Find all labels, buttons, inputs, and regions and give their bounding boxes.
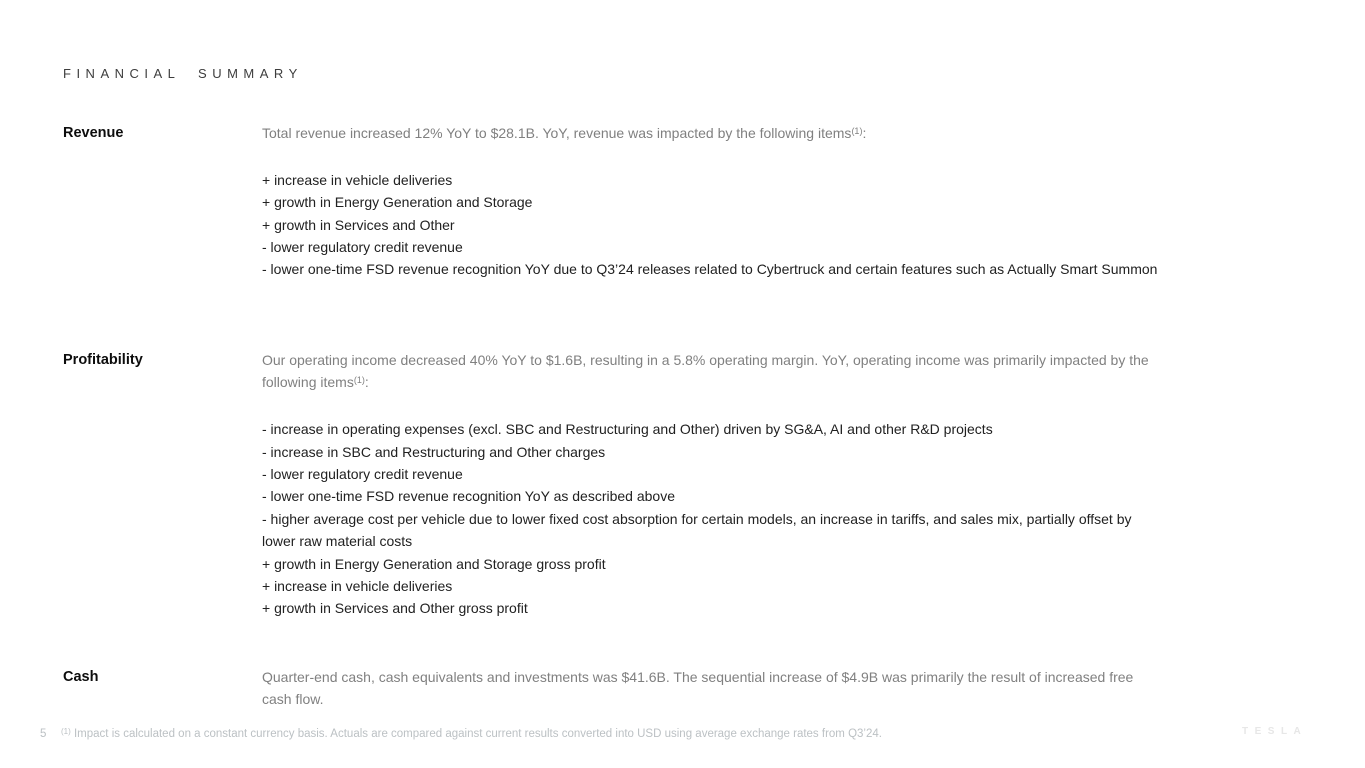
list-item: - lower one-time FSD revenue recognition YoY due to Q3’24 releases related to Cybertruck and certain features such as Actually Smart Summon [262, 261, 1158, 278]
profitability-intro [262, 349, 1165, 396]
revenue-intro-colon: : [862, 125, 867, 141]
footnote-text: Impact is calculated on a constant currency basis. Actuals are compared against current results converted into USD using average exchange rates from Q3’24. [73, 728, 882, 740]
list-item: + increase in vehicle deliveries [262, 578, 453, 595]
section-body-profitability [262, 349, 1165, 620]
revenue-intro [262, 122, 1165, 146]
section-label-profitability: Profitability [63, 352, 143, 368]
profitability-item-list [262, 418, 1165, 620]
section-profitability [63, 349, 1165, 620]
list-item: + growth in Services and Other gross profit [262, 600, 528, 617]
revenue-intro-text: Total revenue increased 12% YoY to $28.1B. YoY, revenue was impacted by the following items [262, 125, 852, 141]
cash-intro-text: Quarter-end cash, cash equivalents and investments was $41.6B. The sequential increase of $4.9B was primarily the result of increased free cash flow. [262, 669, 1134, 708]
section-revenue [63, 122, 1165, 281]
list-item: + growth in Energy Generation and Storage [262, 194, 533, 211]
footnote-marker: (1) [61, 727, 71, 736]
page-number: 5 [40, 728, 47, 740]
section-body-revenue [262, 122, 1165, 281]
profitability-intro-colon: : [364, 374, 369, 391]
page-title: FINANCIAL SUMMARY [63, 66, 303, 81]
list-item: + growth in Services and Other [262, 216, 455, 233]
list-item: - increase in SBC and Restructuring and Other charges [262, 443, 606, 460]
footnote [61, 728, 882, 740]
footnote-ref: (1) [851, 125, 863, 136]
section-label-cash: Cash [63, 669, 99, 685]
section-cash [63, 666, 1165, 711]
revenue-item-list [262, 169, 1165, 281]
list-item: - increase in operating expenses (excl. SBC and Restructuring and Other) driven by SG&A, AI and other R&D projects [262, 421, 993, 438]
list-item: + increase in vehicle deliveries [262, 171, 453, 188]
list-item: - lower regulatory credit revenue [262, 466, 463, 483]
profitability-intro-text: Our operating income decreased 40% YoY to $1.6B, resulting in a 5.8% operating margin. YoY, operating income was primarily impacted by the following items [262, 352, 1149, 391]
list-item: - higher average cost per vehicle due to lower fixed cost absorption for certain models, an increase in tariffs, and sales mix, partially offset by lower raw material costs [262, 510, 1132, 550]
tesla-wordmark: TESLA [1242, 726, 1308, 737]
section-body-cash [262, 666, 1165, 711]
cash-intro [262, 666, 1165, 711]
list-item: - lower regulatory credit revenue [262, 239, 463, 256]
list-item: + growth in Energy Generation and Storage gross profit [262, 555, 606, 572]
list-item: - lower one-time FSD revenue recognition YoY as described above [262, 488, 675, 505]
footnote-ref: (1) [353, 374, 365, 385]
section-label-revenue: Revenue [63, 125, 124, 141]
